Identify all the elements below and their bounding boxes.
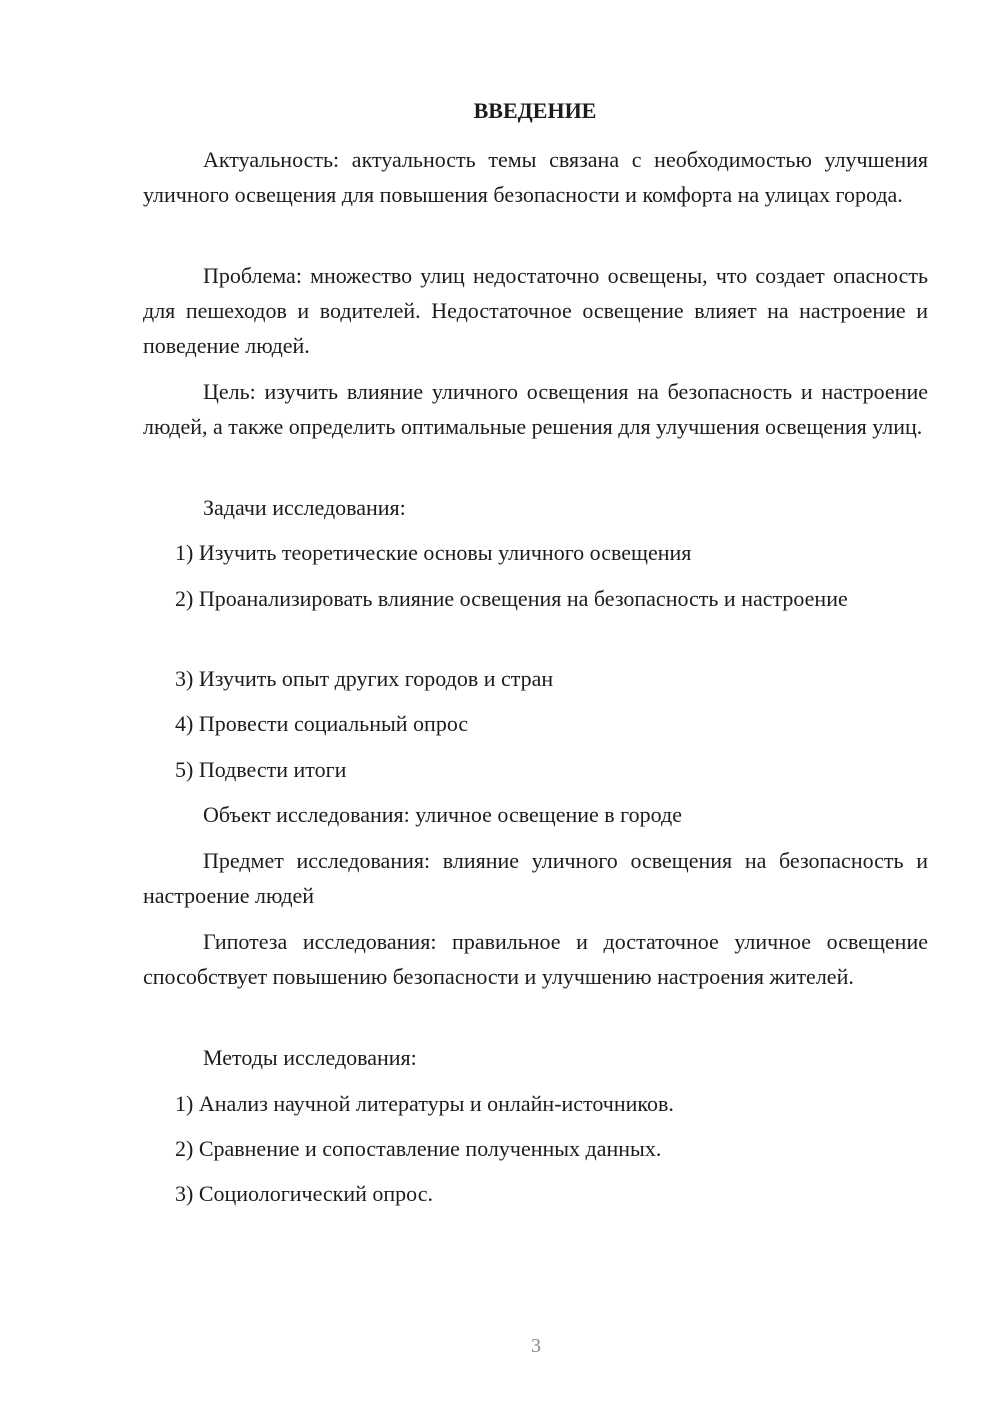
subject-paragraph: Предмет исследования: влияние уличного освещения на безопасность и настроение людей bbox=[143, 848, 928, 908]
task-item-2: 2) Проанализировать влияние освещения на безопасность и настроение bbox=[175, 586, 848, 611]
page-number: 3 bbox=[531, 1335, 541, 1357]
task-item-5: 5) Подвести итоги bbox=[175, 757, 347, 782]
problem-paragraph: Проблема: множество улиц недостаточно освещены, что создает опасность для пешеходов и водителей. Недостаточное освещение влияет на настроение и поведение людей. bbox=[143, 263, 928, 358]
method-item-2: 2) Сравнение и сопоставление полученных данных. bbox=[175, 1136, 662, 1161]
goal-paragraph: Цель: изучить влияние уличного освещения на безопасность и настроение людей, а также определить оптимальные решения для улучшения освещения улиц. bbox=[143, 379, 928, 439]
hypothesis-paragraph: Гипотеза исследования: правильное и достаточное уличное освещение способствует повышению безопасности и улучшению настроения жителей. bbox=[143, 929, 928, 989]
task-item-3: 3) Изучить опыт других городов и стран bbox=[175, 666, 554, 691]
task-item-1: 1) Изучить теоретические основы уличного освещения bbox=[175, 540, 692, 565]
task-item-4: 4) Провести социальный опрос bbox=[175, 711, 469, 736]
method-item-3: 3) Социологический опрос. bbox=[175, 1181, 433, 1206]
method-item-1: 1) Анализ научной литературы и онлайн-источников. bbox=[175, 1091, 674, 1116]
object-paragraph: Объект исследования: уличное освещение в городе bbox=[203, 802, 682, 827]
page-title: ВВЕДЕНИЕ bbox=[473, 98, 597, 123]
methods-heading: Методы исследования: bbox=[203, 1045, 417, 1070]
tasks-heading: Задачи исследования: bbox=[203, 495, 406, 520]
relevance-paragraph: Актуальность: актуальность темы связана с необходимостью улучшения уличного освещения для повышения безопасности и комфорта на улицах города. bbox=[143, 147, 928, 207]
